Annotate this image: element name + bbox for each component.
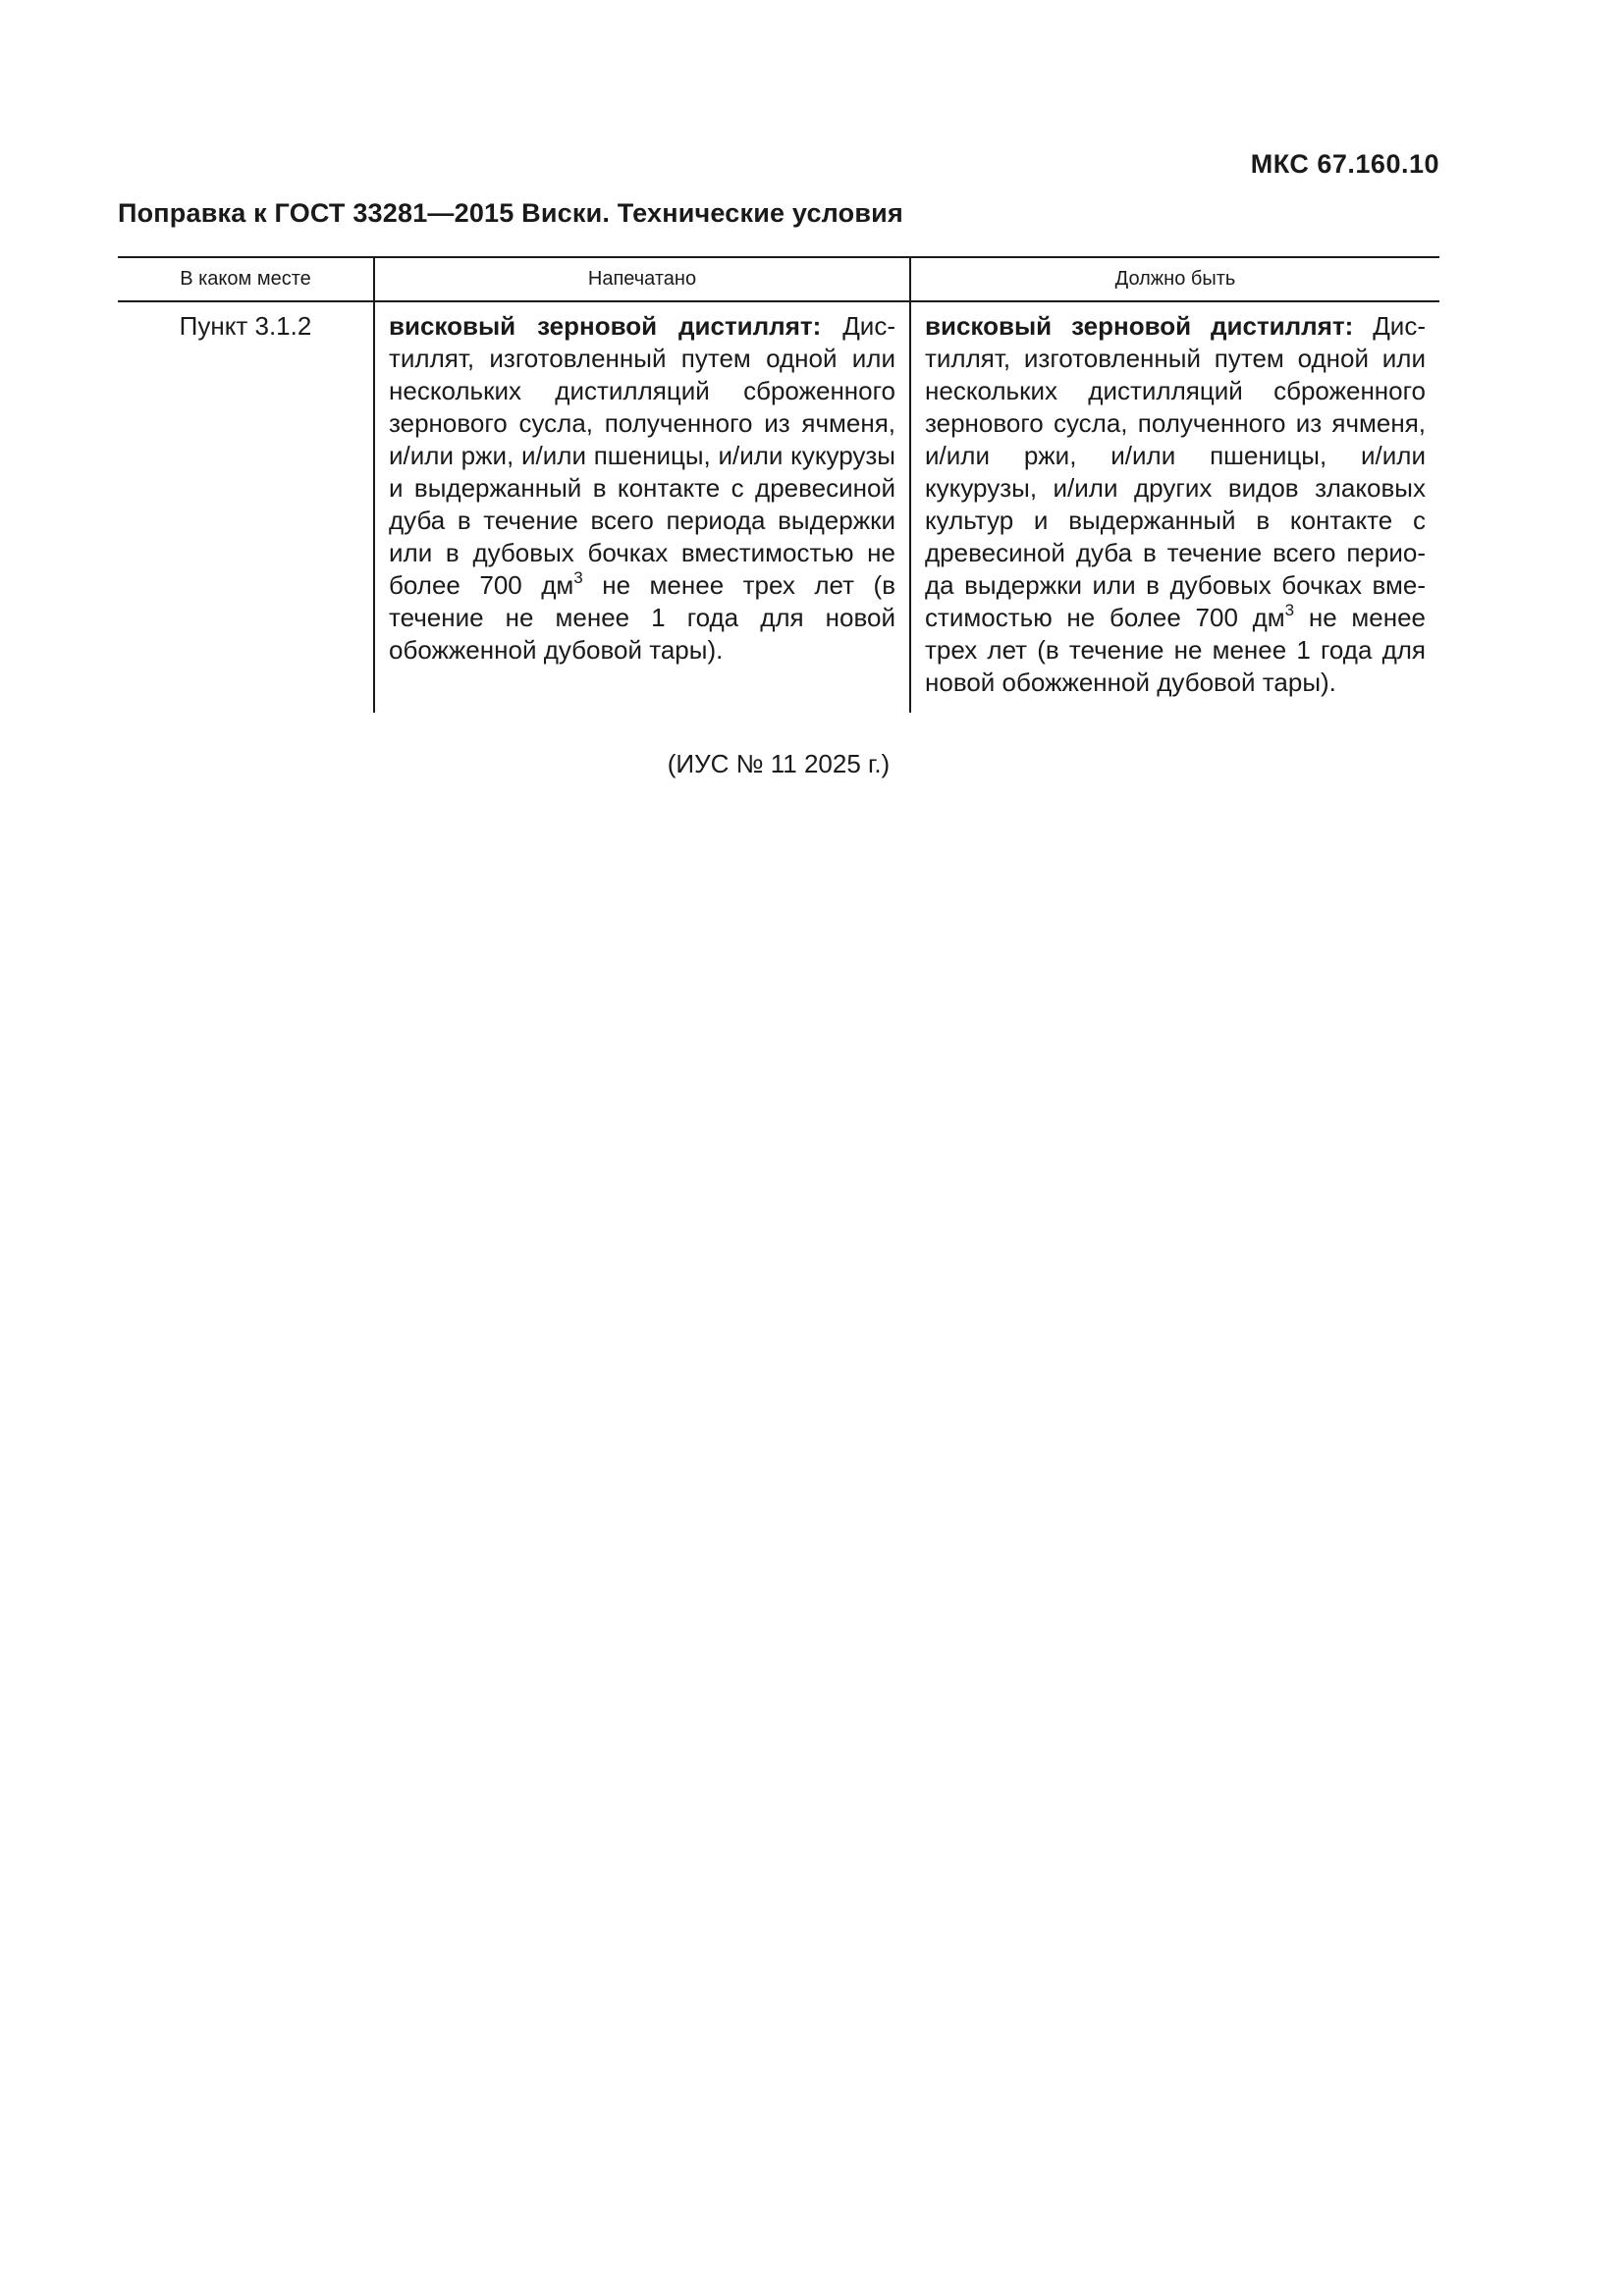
- column-header-printed: Напечатано: [374, 257, 910, 301]
- column-header-place: В каком месте: [118, 257, 374, 301]
- term-printed: висковый зерновой дистиллят:: [389, 311, 822, 341]
- cell-printed: [374, 301, 910, 713]
- printed-superscript: 3: [573, 568, 583, 587]
- cell-place: Пункт 3.1.2: [179, 311, 312, 341]
- ius-reference: (ИУС № 11 2025 г.): [667, 749, 891, 778]
- table-row: [118, 301, 1439, 713]
- corrected-superscript: 3: [1284, 601, 1295, 619]
- table-header-row: [118, 257, 1439, 301]
- cell-corrected: [910, 301, 1439, 713]
- term-corrected: висковый зерновой дистиллят:: [925, 311, 1354, 341]
- printed-text: Дистиллят, изготовленный путем одной или нескольких дистилляций сброженного зернового сусла, полученного из ячменя, и/или ржи, и/или пшеницы, и/или кукурузы и выдержанный в контакте с древесиной дуба в течение всего периода выдержки или в дубовых бочках вместимостью не более 700 дм: [389, 311, 895, 600]
- column-header-corrected: Должно быть: [910, 257, 1439, 301]
- document-title: Поправка к ГОСТ 33281—2015 Виски. Технические условия: [118, 198, 903, 228]
- corrected-text: Дистиллят, изготовленный путем одной или нескольких дистилляций сброженного зернового сусла, полученного из ячменя, и/или ржи, и/или пшеницы, и/или кукурузы, и/или других видов злаковых культур и выдержанный в контакте с древесиной дуба в течение всего периода выдержки или в дубовых бочках вместимостью не более 700 дм: [925, 311, 1426, 632]
- printed-tail: не менее трех лет (в течение не менее 1 года для новой обожженной дубовой тары).: [389, 570, 896, 665]
- correction-table: [118, 256, 1439, 713]
- mks-code: МКС 67.160.10: [1250, 149, 1439, 179]
- corrected-tail: не менее трех лет (в течение не менее 1 года для новой обожженной дубовой тары).: [925, 603, 1426, 697]
